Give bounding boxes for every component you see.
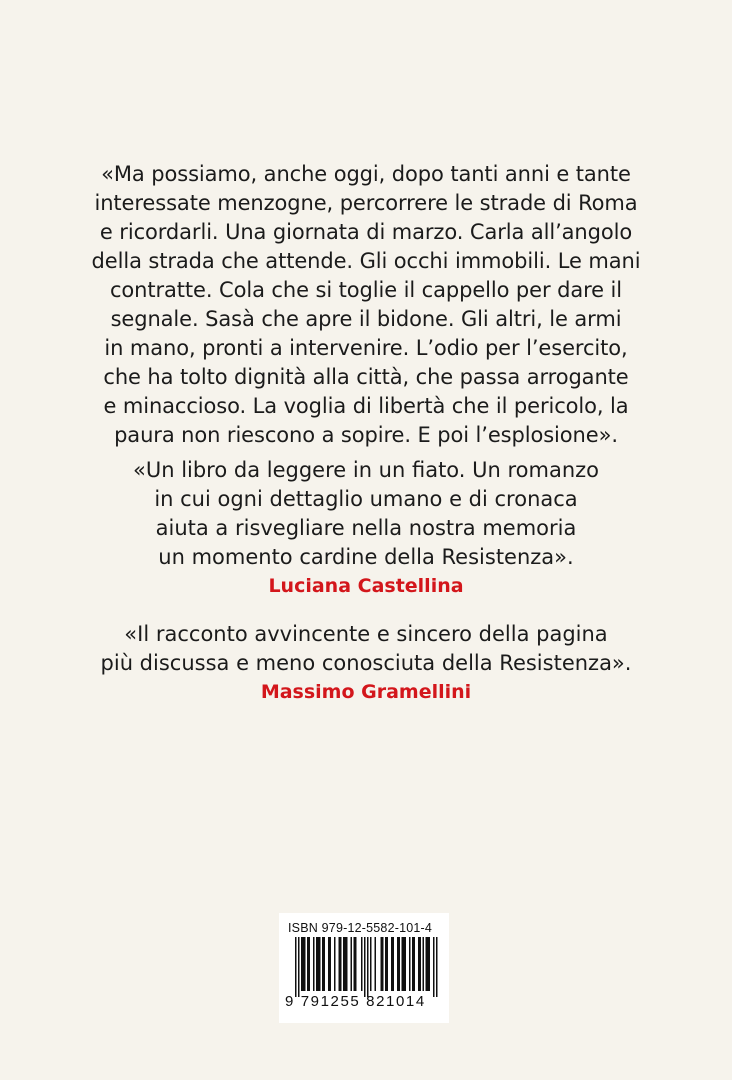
review-line: più discussa e meno conosciuta della Resistenza». bbox=[100, 651, 632, 675]
quote-line: segnale. Sasà che apre il bidone. Gli altri, le armi bbox=[110, 307, 622, 331]
quote-line: e minaccioso. La voglia di libertà che il pericolo, la bbox=[103, 394, 629, 418]
barcode-bar bbox=[423, 937, 425, 991]
quote-line: in mano, pronti a intervenire. L’odio per l’esercito, bbox=[104, 336, 628, 360]
barcode-guard-bar bbox=[436, 937, 438, 997]
barcode-bar bbox=[319, 937, 321, 991]
isbn-barcode bbox=[279, 913, 449, 1023]
ean-digits: 9 791255 821014 bbox=[285, 993, 426, 1010]
review-line: «Il racconto avvincente e sincero della pagina bbox=[124, 622, 608, 646]
quote-line: contratte. Cola che si toglie il cappello per dare il bbox=[109, 278, 623, 302]
barcode-bar bbox=[412, 937, 414, 991]
barcode-bar bbox=[418, 937, 420, 991]
barcode-bar bbox=[370, 937, 372, 991]
review-line: un momento cardine della Resistenza». bbox=[158, 545, 574, 569]
barcode-bar bbox=[339, 937, 341, 991]
barcode-bar bbox=[318, 937, 320, 991]
barcode-bar bbox=[420, 937, 422, 991]
review-author: Massimo Gramellini bbox=[260, 681, 472, 703]
barcode-bar bbox=[426, 937, 428, 991]
barcode-guard-bar bbox=[298, 937, 300, 997]
barcode-bar bbox=[351, 937, 353, 991]
barcode-bar bbox=[409, 937, 411, 991]
barcode-bar bbox=[399, 937, 401, 991]
barcode-guard-bar bbox=[433, 937, 435, 997]
barcode-bar bbox=[346, 937, 348, 991]
barcode-bars bbox=[283, 937, 445, 999]
review-line: «Un libro da leggere in un fiato. Un romanzo bbox=[132, 458, 600, 482]
barcode-bar bbox=[354, 937, 356, 991]
review-castellina bbox=[40, 456, 692, 601]
quote-line: interessate menzogne, percorrere le strade di Roma bbox=[94, 191, 638, 215]
barcode-bar bbox=[343, 937, 345, 991]
barcode-bar bbox=[391, 937, 393, 991]
barcode-bar bbox=[427, 937, 429, 991]
barcode-guard-bar bbox=[364, 937, 366, 997]
barcode-bar bbox=[405, 937, 407, 991]
main-quote bbox=[40, 160, 692, 450]
barcode-guard-bar bbox=[295, 937, 297, 997]
barcode-bar bbox=[328, 937, 330, 991]
barcode-bar bbox=[355, 937, 357, 991]
barcode-guard-bar bbox=[367, 937, 369, 997]
barcode-bar bbox=[385, 937, 387, 991]
barcode-bar bbox=[361, 937, 363, 991]
barcode-bar bbox=[397, 937, 399, 991]
isbn-label: ISBN 979-12-5582-101-4 bbox=[288, 921, 433, 935]
barcode-bar bbox=[381, 937, 383, 991]
quote-line: paura non riescono a sopire. E poi l’esplosione». bbox=[114, 423, 618, 447]
quote-line: della strada che attende. Gli occhi immobili. Le mani bbox=[91, 249, 641, 273]
barcode-bar bbox=[402, 937, 404, 991]
barcode-bar bbox=[316, 937, 318, 991]
review-line: in cui ogni dettaglio umano e di cronaca bbox=[154, 487, 578, 511]
review-gramellini bbox=[40, 620, 692, 707]
quote-line: «Ma possiamo, anche oggi, dopo tanti anni e tante bbox=[101, 162, 631, 186]
barcode-bar bbox=[313, 937, 315, 991]
barcode-bar bbox=[429, 937, 431, 991]
barcode-bar bbox=[334, 937, 336, 991]
barcode-bar bbox=[414, 937, 416, 991]
barcode-bar bbox=[393, 937, 395, 991]
barcode-bar bbox=[304, 937, 306, 991]
barcode-bar bbox=[303, 937, 305, 991]
barcode-bar bbox=[301, 937, 303, 991]
review-line: aiuta a risvegliare nella nostra memoria bbox=[155, 516, 577, 540]
barcode-bar bbox=[322, 937, 324, 991]
quote-line: che ha tolto dignità alla città, che passa arrogante bbox=[103, 365, 629, 389]
barcode-bar bbox=[330, 937, 332, 991]
barcode-bar bbox=[324, 937, 326, 991]
barcode-bar bbox=[382, 937, 384, 991]
review-author: Luciana Castellina bbox=[268, 575, 464, 597]
barcode-bar bbox=[345, 937, 347, 991]
barcode-bar bbox=[340, 937, 342, 991]
barcode-bar bbox=[307, 937, 309, 991]
barcode-bar bbox=[375, 937, 377, 991]
barcode-bar bbox=[403, 937, 405, 991]
barcode-bar bbox=[387, 937, 389, 991]
quote-line: e ricordarli. Una giornata di marzo. Carla all’angolo bbox=[99, 220, 633, 244]
barcode-bar bbox=[309, 937, 311, 991]
